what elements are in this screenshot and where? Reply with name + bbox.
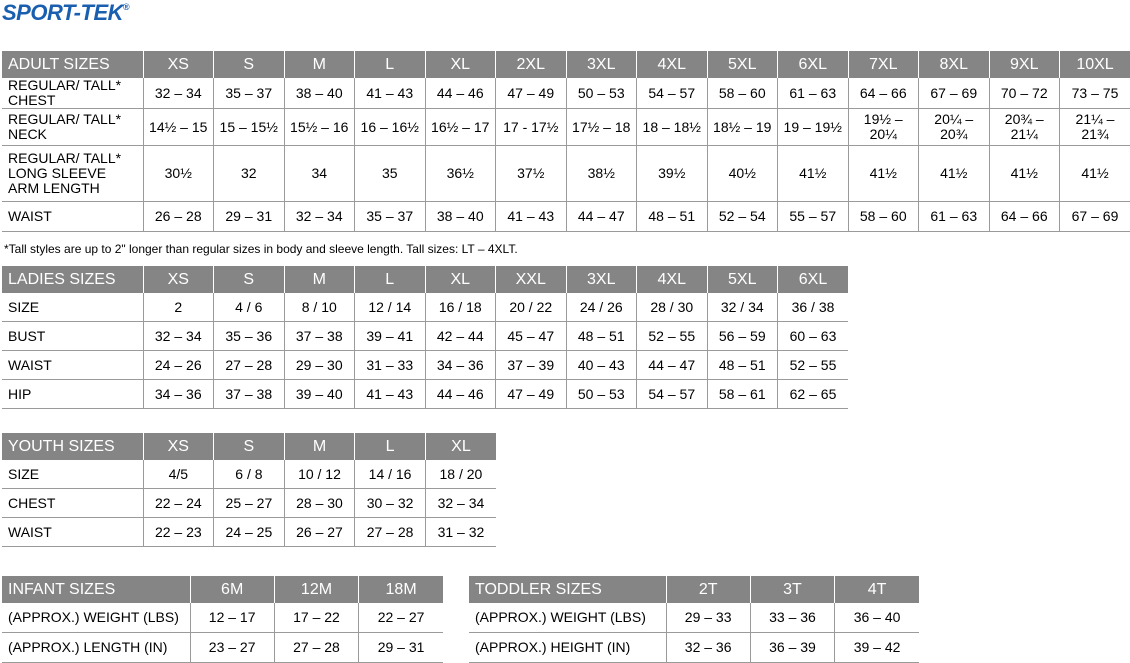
table-cell: 41 – 43 (355, 380, 426, 409)
youth-size-header: XS (143, 433, 214, 460)
table-row (469, 603, 919, 633)
table-cell: 41 – 43 (496, 202, 567, 232)
infant-table-title: INFANT SIZES (2, 576, 190, 603)
table-row (2, 109, 1130, 146)
table-cell: 4/5 (143, 460, 214, 489)
adult-sizes-table (2, 51, 1130, 232)
row-label: SIZE (2, 293, 143, 322)
adult-size-header: 4XL (637, 51, 708, 78)
table-cell: 32 (214, 146, 285, 202)
table-row (469, 633, 919, 663)
table-row (2, 146, 1130, 202)
table-cell: 64 – 66 (848, 78, 919, 109)
table-cell: 50 – 53 (566, 78, 637, 109)
table-cell: 56 – 59 (707, 322, 778, 351)
table-cell: 10 / 12 (284, 460, 355, 489)
table-cell: 28 – 30 (284, 489, 355, 518)
adult-size-header: 7XL (848, 51, 919, 78)
adult-size-header: 8XL (919, 51, 990, 78)
row-label: WAIST (2, 351, 143, 380)
toddler-sizes-table (469, 576, 919, 663)
adult-size-header: 5XL (707, 51, 778, 78)
table-cell: 52 – 55 (778, 351, 849, 380)
adult-table-title: ADULT SIZES (2, 51, 143, 78)
table-cell: 20 / 22 (496, 293, 567, 322)
table-cell: 31 – 32 (425, 518, 496, 547)
table-cell: 6 / 8 (214, 460, 285, 489)
table-cell: 54 – 57 (637, 78, 708, 109)
table-cell: 32 – 34 (425, 489, 496, 518)
row-label: REGULAR/ TALL* CHEST (2, 78, 143, 109)
toddler-size-header: 3T (750, 576, 834, 603)
table-cell: 2 (143, 293, 214, 322)
table-cell: 32 – 34 (143, 322, 214, 351)
table-cell: 61 – 63 (778, 78, 849, 109)
row-label: REGULAR/ TALL* NECK (2, 109, 143, 146)
table-cell: 37 – 38 (214, 380, 285, 409)
table-cell: 41½ (919, 146, 990, 202)
table-cell: 29 – 31 (214, 202, 285, 232)
table-cell: 17 - 17½ (496, 109, 567, 146)
adult-size-header: 2XL (496, 51, 567, 78)
table-cell: 29 – 30 (284, 351, 355, 380)
table-cell: 36 – 40 (835, 603, 919, 633)
adult-size-header: 3XL (566, 51, 637, 78)
table-cell: 47 – 49 (496, 380, 567, 409)
table-cell: 39½ (637, 146, 708, 202)
row-label: (APPROX.) WEIGHT (LBS) (469, 603, 666, 633)
table-cell: 58 – 61 (707, 380, 778, 409)
table-row (2, 202, 1130, 232)
table-cell: 54 – 57 (637, 380, 708, 409)
table-cell: 39 – 40 (284, 380, 355, 409)
table-cell: 20¾ – 21¼ (989, 109, 1060, 146)
youth-size-header: L (355, 433, 426, 460)
table-cell: 29 – 31 (359, 633, 443, 663)
table-cell: 60 – 63 (778, 322, 849, 351)
table-cell: 25 – 27 (214, 489, 285, 518)
ladies-size-header: 3XL (566, 266, 637, 293)
table-cell: 35 – 37 (214, 78, 285, 109)
row-label: (APPROX.) WEIGHT (LBS) (2, 603, 190, 633)
table-cell: 37 – 39 (496, 351, 567, 380)
table-cell: 73 – 75 (1060, 78, 1130, 109)
youth-table-title: YOUTH SIZES (2, 433, 143, 460)
table-cell: 15½ – 16 (284, 109, 355, 146)
sport-tek-logo: SPORT-TEK® (2, 0, 130, 25)
table-cell: 44 – 47 (637, 351, 708, 380)
adult-header-row (2, 51, 1130, 78)
table-cell: 19 – 19½ (778, 109, 849, 146)
youth-size-header: S (214, 433, 285, 460)
ladies-header-row (2, 266, 848, 293)
tall-sizes-note: *Tall styles are up to 2" longer than regular sizes in body and sleeve length. Tall sizes: LT – 4XLT. (4, 242, 518, 256)
table-cell: 35 – 37 (355, 202, 426, 232)
toddler-size-header: 2T (666, 576, 750, 603)
table-row (2, 518, 496, 547)
table-cell: 8 / 10 (284, 293, 355, 322)
table-cell: 32 – 36 (666, 633, 750, 663)
table-cell: 12 / 14 (355, 293, 426, 322)
table-row (2, 78, 1130, 109)
table-cell: 44 – 46 (425, 380, 496, 409)
table-cell: 36½ (425, 146, 496, 202)
ladies-size-header: XL (425, 266, 496, 293)
table-row (2, 489, 496, 518)
youth-header-row (2, 433, 496, 460)
table-cell: 27 – 28 (214, 351, 285, 380)
table-cell: 27 – 28 (274, 633, 358, 663)
table-cell: 22 – 27 (359, 603, 443, 633)
table-row (2, 351, 848, 380)
table-cell: 4 / 6 (214, 293, 285, 322)
table-cell: 30½ (143, 146, 214, 202)
table-cell: 18 – 18½ (637, 109, 708, 146)
table-cell: 31 – 33 (355, 351, 426, 380)
table-cell: 21¼ – 21¾ (1060, 109, 1130, 146)
table-cell: 33 – 36 (750, 603, 834, 633)
table-cell: 38 – 40 (284, 78, 355, 109)
table-cell: 62 – 65 (778, 380, 849, 409)
table-cell: 28 / 30 (637, 293, 708, 322)
table-cell: 41 – 43 (355, 78, 426, 109)
adult-size-header: S (214, 51, 285, 78)
table-cell: 16½ – 17 (425, 109, 496, 146)
ladies-size-header: S (214, 266, 285, 293)
table-cell: 48 – 51 (637, 202, 708, 232)
table-cell: 16 – 16½ (355, 109, 426, 146)
adult-size-header: XS (143, 51, 214, 78)
row-label: WAIST (2, 518, 143, 547)
table-cell: 70 – 72 (989, 78, 1060, 109)
table-cell: 38½ (566, 146, 637, 202)
toddler-table-title: TODDLER SIZES (469, 576, 666, 603)
table-cell: 15 – 15½ (214, 109, 285, 146)
table-cell: 52 – 55 (637, 322, 708, 351)
table-cell: 67 – 69 (1060, 202, 1130, 232)
table-row (2, 633, 443, 663)
table-cell: 37½ (496, 146, 567, 202)
adult-size-header: L (355, 51, 426, 78)
ladies-size-header: L (355, 266, 426, 293)
toddler-header-row (469, 576, 919, 603)
ladies-size-header: XXL (496, 266, 567, 293)
youth-size-header: M (284, 433, 355, 460)
table-cell: 22 – 24 (143, 489, 214, 518)
table-cell: 44 – 46 (425, 78, 496, 109)
youth-size-header: XL (425, 433, 496, 460)
table-cell: 26 – 28 (143, 202, 214, 232)
row-label: SIZE (2, 460, 143, 489)
table-cell: 40 – 43 (566, 351, 637, 380)
table-cell: 48 – 51 (566, 322, 637, 351)
table-cell: 24 / 26 (566, 293, 637, 322)
table-cell: 22 – 23 (143, 518, 214, 547)
row-label: REGULAR/ TALL* LONG SLEEVE ARM LENGTH (2, 146, 143, 202)
ladies-table-title: LADIES SIZES (2, 266, 143, 293)
table-cell: 34 – 36 (143, 380, 214, 409)
table-cell: 35 (355, 146, 426, 202)
ladies-size-header: XS (143, 266, 214, 293)
table-cell: 16 / 18 (425, 293, 496, 322)
adult-size-header: 6XL (778, 51, 849, 78)
table-cell: 34 (284, 146, 355, 202)
table-cell: 29 – 33 (666, 603, 750, 633)
adult-size-header: 9XL (989, 51, 1060, 78)
table-cell: 12 – 17 (190, 603, 274, 633)
infant-size-header: 6M (190, 576, 274, 603)
table-cell: 32 – 34 (143, 78, 214, 109)
table-cell: 41½ (848, 146, 919, 202)
table-cell: 42 – 44 (425, 322, 496, 351)
adult-size-header: M (284, 51, 355, 78)
toddler-size-header: 4T (835, 576, 919, 603)
table-cell: 18½ – 19 (707, 109, 778, 146)
table-cell: 58 – 60 (707, 78, 778, 109)
table-cell: 26 – 27 (284, 518, 355, 547)
table-cell: 32 – 34 (284, 202, 355, 232)
table-cell: 55 – 57 (778, 202, 849, 232)
table-cell: 32 / 34 (707, 293, 778, 322)
table-cell: 38 – 40 (425, 202, 496, 232)
table-cell: 52 – 54 (707, 202, 778, 232)
table-cell: 19½ – 20¼ (848, 109, 919, 146)
table-cell: 14 / 16 (355, 460, 426, 489)
ladies-size-header: 4XL (637, 266, 708, 293)
table-cell: 40½ (707, 146, 778, 202)
table-cell: 41½ (778, 146, 849, 202)
table-cell: 30 – 32 (355, 489, 426, 518)
table-cell: 64 – 66 (989, 202, 1060, 232)
table-cell: 35 – 36 (214, 322, 285, 351)
row-label: HIP (2, 380, 143, 409)
table-cell: 45 – 47 (496, 322, 567, 351)
table-row (2, 380, 848, 409)
table-cell: 24 – 25 (214, 518, 285, 547)
table-cell: 17 – 22 (274, 603, 358, 633)
youth-sizes-table (2, 433, 496, 547)
table-cell: 67 – 69 (919, 78, 990, 109)
table-cell: 14½ – 15 (143, 109, 214, 146)
table-cell: 48 – 51 (707, 351, 778, 380)
table-cell: 36 – 39 (750, 633, 834, 663)
table-cell: 41½ (989, 146, 1060, 202)
adult-size-header: 10XL (1060, 51, 1130, 78)
infant-header-row (2, 576, 443, 603)
row-label: CHEST (2, 489, 143, 518)
row-label: (APPROX.) LENGTH (IN) (2, 633, 190, 663)
ladies-size-header: M (284, 266, 355, 293)
adult-size-header: XL (425, 51, 496, 78)
table-cell: 20¼ – 20¾ (919, 109, 990, 146)
ladies-size-header: 6XL (778, 266, 849, 293)
table-cell: 61 – 63 (919, 202, 990, 232)
table-cell: 23 – 27 (190, 633, 274, 663)
table-cell: 24 – 26 (143, 351, 214, 380)
table-row (2, 603, 443, 633)
table-cell: 39 – 41 (355, 322, 426, 351)
table-cell: 27 – 28 (355, 518, 426, 547)
infant-size-header: 18M (359, 576, 443, 603)
table-row (2, 322, 848, 351)
table-cell: 50 – 53 (566, 380, 637, 409)
ladies-size-header: 5XL (707, 266, 778, 293)
table-cell: 17½ – 18 (566, 109, 637, 146)
table-cell: 37 – 38 (284, 322, 355, 351)
table-cell: 41½ (1060, 146, 1130, 202)
table-cell: 39 – 42 (835, 633, 919, 663)
table-cell: 58 – 60 (848, 202, 919, 232)
table-cell: 36 / 38 (778, 293, 849, 322)
row-label: WAIST (2, 202, 143, 232)
row-label: BUST (2, 322, 143, 351)
row-label: (APPROX.) HEIGHT (IN) (469, 633, 666, 663)
table-row (2, 293, 848, 322)
infant-size-header: 12M (274, 576, 358, 603)
infant-sizes-table (2, 576, 443, 663)
table-cell: 18 / 20 (425, 460, 496, 489)
table-cell: 47 – 49 (496, 78, 567, 109)
table-row (2, 460, 496, 489)
table-cell: 44 – 47 (566, 202, 637, 232)
ladies-sizes-table (2, 266, 848, 409)
table-cell: 34 – 36 (425, 351, 496, 380)
